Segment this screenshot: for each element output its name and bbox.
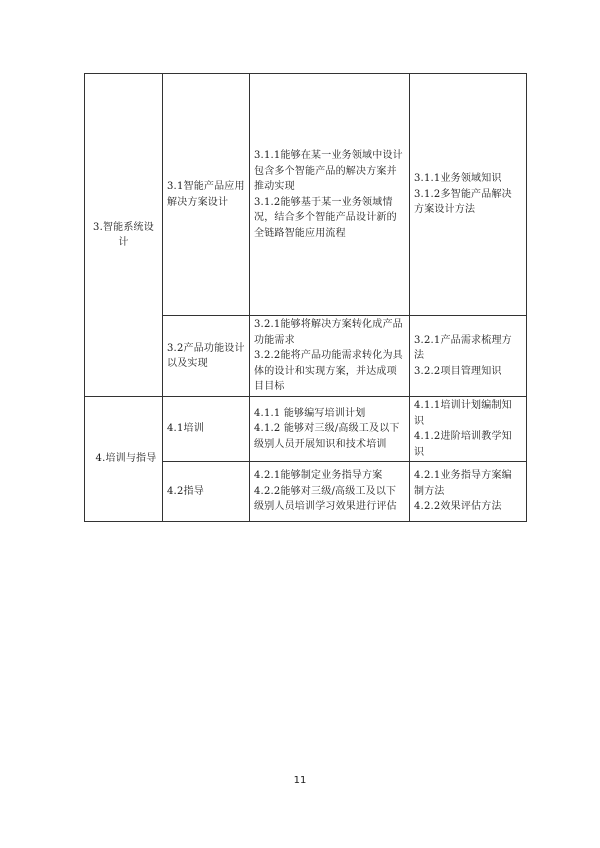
knowledge-item: 3.1.2多智能产品解决方案设计方法	[414, 188, 512, 216]
knowledge-item: 3.2.1产品需求梳理方法	[414, 334, 512, 362]
module-cell	[85, 74, 163, 397]
skill-item: 4.2.2能够对三级/高级工及以下级别人员培训学习效果进行评估	[254, 485, 397, 513]
knowledge-item: 4.2.1业务指导方案编制方法	[414, 470, 512, 497]
table-row	[85, 397, 527, 462]
skill-item: 4.1.2 能够对三级/高级工及以下级别人员开展知识和技术培训	[254, 423, 400, 450]
skill-item: 3.2.1能够将解决方案转化成产品功能需求	[254, 319, 403, 346]
unit-cell: 3.2产品功能设计以及实现	[163, 316, 250, 397]
skill-item: 3.2.2能将产品功能需求转化为具体的设计和实现方案，并达成项目目标	[254, 350, 403, 393]
knowledge-item: 4.2.2效果评估方法	[414, 501, 502, 513]
knowledge-item: 3.2.2项目管理知识	[414, 365, 502, 377]
skill-cell	[250, 74, 410, 316]
knowledge-cell	[410, 316, 527, 397]
unit-cell: 4.1培训	[163, 397, 250, 462]
knowledge-cell	[410, 462, 527, 522]
skill-cell	[250, 316, 410, 397]
module-cell	[85, 397, 163, 522]
skills-requirements-table	[84, 73, 527, 522]
skill-item: 4.2.1能够制定业务指导方案	[254, 470, 383, 482]
page-number: 11	[293, 775, 307, 786]
knowledge-cell	[410, 397, 527, 462]
unit-cell: 3.1智能产品应用解决方案设计	[163, 74, 250, 316]
knowledge-item: 3.1.1业务领域知识	[414, 173, 502, 185]
skill-item: 4.1.1 能够编写培训计划	[254, 407, 366, 419]
unit-cell: 4.2指导	[163, 462, 250, 522]
module-label: 4.培训与指导	[95, 453, 157, 465]
knowledge-item: 4.1.2进阶培训教学知识	[414, 431, 512, 458]
table-row	[85, 74, 527, 316]
knowledge-item: 4.1.1培训计划编制知识	[414, 400, 512, 427]
module-label: 3.智能系统设计	[93, 221, 154, 248]
skill-cell	[250, 462, 410, 522]
knowledge-cell	[410, 74, 527, 316]
skill-item: 3.1.1能够在某一业务领域中设计包含多个智能产品的解决方案并推动实现	[254, 150, 403, 192]
skill-cell	[250, 397, 410, 462]
skill-item: 3.1.2能够基于某一业务领域情况，结合多个智能产品设计新的全链路智能应用流程	[254, 196, 397, 239]
